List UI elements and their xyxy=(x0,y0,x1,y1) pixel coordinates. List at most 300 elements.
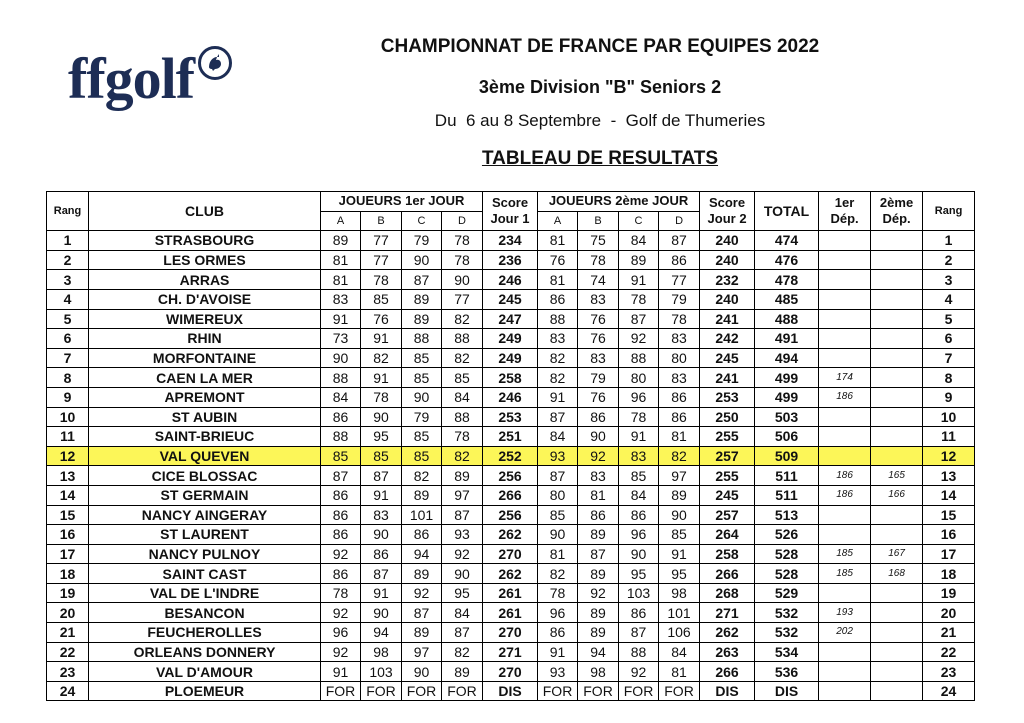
day1-score-b: 87 xyxy=(361,466,402,486)
day2-score-c: 86 xyxy=(619,603,659,623)
day1-score-c: 89 xyxy=(402,289,442,309)
day2-score-a: 90 xyxy=(538,525,578,545)
day1-score-b: 76 xyxy=(361,309,402,329)
day2-score-c: 78 xyxy=(619,407,659,427)
club-cell: MORFONTAINE xyxy=(89,348,321,368)
rank-right-cell: 17 xyxy=(923,544,975,564)
table-row xyxy=(47,348,975,368)
header-dep1: 1er Dép. xyxy=(819,192,871,231)
club-cell: LES ORMES xyxy=(89,250,321,270)
rank-cell: 21 xyxy=(47,623,89,643)
day1-score-d: 84 xyxy=(442,387,483,407)
table-row xyxy=(47,231,975,251)
club-cell: ARRAS xyxy=(89,270,321,290)
club-cell: CICE BLOSSAC xyxy=(89,466,321,486)
day1-score-c: 101 xyxy=(402,505,442,525)
total-cell: 528 xyxy=(755,564,819,584)
day1-score-b: 86 xyxy=(361,544,402,564)
day2-score-c: 84 xyxy=(619,485,659,505)
day1-score-d: 82 xyxy=(442,642,483,662)
day2-score-d: 80 xyxy=(659,348,700,368)
day1-score-d: 89 xyxy=(442,662,483,682)
day1-score-b: 94 xyxy=(361,623,402,643)
day1-score-d: 87 xyxy=(442,623,483,643)
table-row xyxy=(47,427,975,447)
day1-score-a: 85 xyxy=(321,446,361,466)
rank-cell: 10 xyxy=(47,407,89,427)
score-jour2-cell: 255 xyxy=(700,427,755,447)
day1-score-d: 78 xyxy=(442,231,483,251)
day2-score-d: 82 xyxy=(659,446,700,466)
header-day2-players: JOUEURS 2ème JOUR xyxy=(538,192,700,212)
header-rang-right: Rang xyxy=(923,192,975,231)
dep1-cell: 185 xyxy=(819,544,871,564)
rank-right-cell: 3 xyxy=(923,270,975,290)
rank-right-cell: 11 xyxy=(923,427,975,447)
day1-score-c: 90 xyxy=(402,387,442,407)
rank-right-cell: 2 xyxy=(923,250,975,270)
day2-score-d: 90 xyxy=(659,505,700,525)
day2-score-d: 86 xyxy=(659,407,700,427)
day2-score-d: 89 xyxy=(659,485,700,505)
club-cell: APREMONT xyxy=(89,387,321,407)
score-jour2-cell: 263 xyxy=(700,642,755,662)
day1-score-a: 92 xyxy=(321,642,361,662)
rank-right-cell: 24 xyxy=(923,681,975,701)
event-dates: Du 6 au 8 Septembre - Golf de Thumeries xyxy=(434,111,766,130)
rank-right-cell: 8 xyxy=(923,368,975,388)
table-row xyxy=(47,289,975,309)
day1-score-a: 88 xyxy=(321,368,361,388)
score-jour1-cell: 249 xyxy=(483,348,538,368)
rank-cell: 16 xyxy=(47,525,89,545)
day2-score-b: 90 xyxy=(578,427,619,447)
page-title: CHAMPIONNAT DE FRANCE PAR EQUIPES 2022 xyxy=(380,36,820,57)
dep1-cell xyxy=(819,231,871,251)
rank-cell: 19 xyxy=(47,583,89,603)
day2-score-d: 97 xyxy=(659,466,700,486)
total-cell: 534 xyxy=(755,642,819,662)
club-cell: FEUCHEROLLES xyxy=(89,623,321,643)
day2-score-a: 81 xyxy=(538,270,578,290)
day1-score-d: 93 xyxy=(442,525,483,545)
day2-score-b: 89 xyxy=(578,525,619,545)
day2-score-d: FOR xyxy=(659,681,700,701)
day1-score-b: 90 xyxy=(361,525,402,545)
day2-score-d: 83 xyxy=(659,368,700,388)
day2-score-c: 83 xyxy=(619,446,659,466)
total-cell: 478 xyxy=(755,270,819,290)
header-day2-player-c: C xyxy=(619,211,659,231)
rank-right-cell: 12 xyxy=(923,446,975,466)
score-jour1-cell: 253 xyxy=(483,407,538,427)
score-jour2-cell: 241 xyxy=(700,309,755,329)
total-cell: 491 xyxy=(755,329,819,349)
day1-score-b: 82 xyxy=(361,348,402,368)
score-jour1-cell: DIS xyxy=(483,681,538,701)
rank-right-cell: 16 xyxy=(923,525,975,545)
day1-score-c: 85 xyxy=(402,446,442,466)
dep1-cell: 193 xyxy=(819,603,871,623)
club-cell: CAEN LA MER xyxy=(89,368,321,388)
table-row xyxy=(47,466,975,486)
rank-right-cell: 5 xyxy=(923,309,975,329)
header-day1-player-a: A xyxy=(321,211,361,231)
day1-score-d: 95 xyxy=(442,583,483,603)
day1-score-d: 84 xyxy=(442,603,483,623)
rank-cell: 17 xyxy=(47,544,89,564)
score-jour2-cell: 240 xyxy=(700,250,755,270)
rank-right-cell: 14 xyxy=(923,485,975,505)
rooster-icon xyxy=(198,46,232,80)
day1-score-d: 92 xyxy=(442,544,483,564)
total-cell: 476 xyxy=(755,250,819,270)
dep2-cell xyxy=(871,603,923,623)
dep1-cell: 186 xyxy=(819,485,871,505)
day1-score-c: 90 xyxy=(402,250,442,270)
dep1-cell xyxy=(819,250,871,270)
club-cell: SAINT-BRIEUC xyxy=(89,427,321,447)
day2-score-d: 84 xyxy=(659,642,700,662)
table-row xyxy=(47,564,975,584)
day2-score-a: 87 xyxy=(538,466,578,486)
day2-score-c: 88 xyxy=(619,348,659,368)
dep1-cell xyxy=(819,446,871,466)
day1-score-a: 92 xyxy=(321,603,361,623)
day1-score-b: 91 xyxy=(361,368,402,388)
day1-score-d: 77 xyxy=(442,289,483,309)
dep1-cell xyxy=(819,289,871,309)
total-cell: 511 xyxy=(755,485,819,505)
day2-score-d: 77 xyxy=(659,270,700,290)
day2-score-a: 91 xyxy=(538,387,578,407)
club-cell: VAL QUEVEN xyxy=(89,446,321,466)
day2-score-c: 88 xyxy=(619,642,659,662)
dep2-cell xyxy=(871,250,923,270)
day2-score-d: 95 xyxy=(659,564,700,584)
dep1-cell xyxy=(819,681,871,701)
total-cell: DIS xyxy=(755,681,819,701)
total-cell: 503 xyxy=(755,407,819,427)
header-rang: Rang xyxy=(47,192,89,231)
table-row xyxy=(47,485,975,505)
score-jour1-cell: 246 xyxy=(483,387,538,407)
day2-score-b: 92 xyxy=(578,583,619,603)
day1-score-c: 85 xyxy=(402,427,442,447)
day1-score-c: 85 xyxy=(402,348,442,368)
day2-score-a: 76 xyxy=(538,250,578,270)
day2-score-c: 92 xyxy=(619,662,659,682)
rank-cell: 11 xyxy=(47,427,89,447)
rank-cell: 12 xyxy=(47,446,89,466)
day2-score-a: 80 xyxy=(538,485,578,505)
dep1-cell xyxy=(819,309,871,329)
day1-score-a: 92 xyxy=(321,544,361,564)
rank-cell: 13 xyxy=(47,466,89,486)
day2-score-a: 82 xyxy=(538,564,578,584)
score-jour1-cell: 270 xyxy=(483,662,538,682)
dep1-cell: 186 xyxy=(819,466,871,486)
day1-score-c: 88 xyxy=(402,329,442,349)
dep1-cell xyxy=(819,427,871,447)
score-jour1-cell: 258 xyxy=(483,368,538,388)
day2-score-b: 89 xyxy=(578,564,619,584)
dep1-cell xyxy=(819,329,871,349)
day2-score-a: 88 xyxy=(538,309,578,329)
day2-score-c: 78 xyxy=(619,289,659,309)
rank-cell: 15 xyxy=(47,505,89,525)
rank-cell: 20 xyxy=(47,603,89,623)
day1-score-a: 86 xyxy=(321,407,361,427)
club-cell: STRASBOURG xyxy=(89,231,321,251)
day2-score-c: 90 xyxy=(619,544,659,564)
rank-cell: 18 xyxy=(47,564,89,584)
dep2-cell xyxy=(871,427,923,447)
day1-score-c: 92 xyxy=(402,583,442,603)
dep2-cell xyxy=(871,309,923,329)
day2-score-d: 81 xyxy=(659,427,700,447)
rank-right-cell: 15 xyxy=(923,505,975,525)
day2-score-c: 87 xyxy=(619,623,659,643)
score-jour2-cell: 255 xyxy=(700,466,755,486)
total-cell: 494 xyxy=(755,348,819,368)
day2-score-b: 76 xyxy=(578,329,619,349)
rank-cell: 1 xyxy=(47,231,89,251)
day2-score-c: 86 xyxy=(619,505,659,525)
rank-cell: 5 xyxy=(47,309,89,329)
day1-score-a: 88 xyxy=(321,427,361,447)
dep2-cell: 167 xyxy=(871,544,923,564)
rank-right-cell: 6 xyxy=(923,329,975,349)
total-cell: 513 xyxy=(755,505,819,525)
day2-score-b: 92 xyxy=(578,446,619,466)
score-jour2-cell: DIS xyxy=(700,681,755,701)
total-cell: 474 xyxy=(755,231,819,251)
header-day2-player-a: A xyxy=(538,211,578,231)
dep1-cell xyxy=(819,407,871,427)
day2-score-d: 81 xyxy=(659,662,700,682)
day1-score-a: 86 xyxy=(321,505,361,525)
rank-right-cell: 4 xyxy=(923,289,975,309)
day1-score-d: 90 xyxy=(442,270,483,290)
rank-right-cell: 7 xyxy=(923,348,975,368)
day1-score-c: 82 xyxy=(402,466,442,486)
score-jour2-cell: 250 xyxy=(700,407,755,427)
day2-score-c: 87 xyxy=(619,309,659,329)
day1-score-d: 82 xyxy=(442,348,483,368)
day1-score-c: 79 xyxy=(402,407,442,427)
table-row xyxy=(47,662,975,682)
dep1-cell xyxy=(819,505,871,525)
club-cell: RHIN xyxy=(89,329,321,349)
total-cell: 511 xyxy=(755,466,819,486)
day1-score-a: 91 xyxy=(321,662,361,682)
total-cell: 532 xyxy=(755,623,819,643)
day1-score-d: 97 xyxy=(442,485,483,505)
day1-score-b: 91 xyxy=(361,583,402,603)
table-heading: TABLEAU DE RESULTATS xyxy=(481,148,719,169)
dep2-cell xyxy=(871,407,923,427)
table-row xyxy=(47,329,975,349)
day2-score-b: 89 xyxy=(578,603,619,623)
day2-score-b: 83 xyxy=(578,466,619,486)
table-row xyxy=(47,681,975,701)
day2-score-b: 79 xyxy=(578,368,619,388)
header-day1-player-b: B xyxy=(361,211,402,231)
day2-score-a: 78 xyxy=(538,583,578,603)
dep1-cell: 186 xyxy=(819,387,871,407)
day1-score-a: 96 xyxy=(321,623,361,643)
day2-score-a: 86 xyxy=(538,623,578,643)
day1-score-c: FOR xyxy=(402,681,442,701)
day1-score-a: 73 xyxy=(321,329,361,349)
day2-score-b: FOR xyxy=(578,681,619,701)
club-cell: ST GERMAIN xyxy=(89,485,321,505)
day1-score-b: FOR xyxy=(361,681,402,701)
day2-score-b: 86 xyxy=(578,407,619,427)
day1-score-b: 87 xyxy=(361,564,402,584)
day2-score-b: 83 xyxy=(578,289,619,309)
header-score-j2: Score Jour 2 xyxy=(700,192,755,231)
score-jour1-cell: 252 xyxy=(483,446,538,466)
score-jour2-cell: 257 xyxy=(700,446,755,466)
day2-score-c: 96 xyxy=(619,525,659,545)
table-row xyxy=(47,446,975,466)
day1-score-d: 88 xyxy=(442,329,483,349)
dep2-cell xyxy=(871,642,923,662)
day2-score-c: FOR xyxy=(619,681,659,701)
dep1-cell: 202 xyxy=(819,623,871,643)
score-jour1-cell: 256 xyxy=(483,505,538,525)
day2-score-c: 95 xyxy=(619,564,659,584)
rank-right-cell: 9 xyxy=(923,387,975,407)
dep2-cell xyxy=(871,368,923,388)
day2-score-b: 83 xyxy=(578,348,619,368)
dep2-cell xyxy=(871,387,923,407)
day2-score-c: 92 xyxy=(619,329,659,349)
day1-score-c: 89 xyxy=(402,623,442,643)
day1-score-b: 77 xyxy=(361,231,402,251)
table-row xyxy=(47,309,975,329)
day1-score-b: 98 xyxy=(361,642,402,662)
day1-score-d: 82 xyxy=(442,446,483,466)
header-total: TOTAL xyxy=(755,192,819,231)
score-jour1-cell: 270 xyxy=(483,623,538,643)
day2-score-c: 84 xyxy=(619,231,659,251)
header-day1-players: JOUEURS 1er JOUR xyxy=(321,192,483,212)
total-cell: 499 xyxy=(755,387,819,407)
club-cell: VAL DE L'INDRE xyxy=(89,583,321,603)
rank-right-cell: 23 xyxy=(923,662,975,682)
dep2-cell: 168 xyxy=(871,564,923,584)
table-row xyxy=(47,407,975,427)
day2-score-b: 94 xyxy=(578,642,619,662)
day2-score-d: 86 xyxy=(659,387,700,407)
day2-score-a: 85 xyxy=(538,505,578,525)
dep2-cell: 166 xyxy=(871,485,923,505)
day1-score-a: 86 xyxy=(321,564,361,584)
day2-score-a: FOR xyxy=(538,681,578,701)
club-cell: CH. D'AVOISE xyxy=(89,289,321,309)
total-cell: 532 xyxy=(755,603,819,623)
day2-score-a: 96 xyxy=(538,603,578,623)
day1-score-d: 78 xyxy=(442,250,483,270)
score-jour2-cell: 271 xyxy=(700,603,755,623)
score-jour1-cell: 247 xyxy=(483,309,538,329)
table-row xyxy=(47,387,975,407)
dep2-cell xyxy=(871,662,923,682)
results-table xyxy=(46,191,975,701)
header-day1-player-d: D xyxy=(442,211,483,231)
score-jour2-cell: 240 xyxy=(700,231,755,251)
day2-score-d: 101 xyxy=(659,603,700,623)
day2-score-d: 91 xyxy=(659,544,700,564)
score-jour2-cell: 264 xyxy=(700,525,755,545)
day1-score-c: 85 xyxy=(402,368,442,388)
rank-cell: 22 xyxy=(47,642,89,662)
day1-score-c: 79 xyxy=(402,231,442,251)
table-row xyxy=(47,583,975,603)
total-cell: 485 xyxy=(755,289,819,309)
rank-cell: 4 xyxy=(47,289,89,309)
day1-score-c: 90 xyxy=(402,662,442,682)
total-cell: 506 xyxy=(755,427,819,447)
day2-score-a: 86 xyxy=(538,289,578,309)
score-jour2-cell: 262 xyxy=(700,623,755,643)
dep2-cell xyxy=(871,525,923,545)
rank-right-cell: 18 xyxy=(923,564,975,584)
dep2-cell xyxy=(871,270,923,290)
day2-score-d: 85 xyxy=(659,525,700,545)
logo-text: ffgolf xyxy=(68,46,195,111)
day1-score-a: 78 xyxy=(321,583,361,603)
header-dep2: 2ème Dép. xyxy=(871,192,923,231)
day1-score-d: 78 xyxy=(442,427,483,447)
day2-score-c: 96 xyxy=(619,387,659,407)
rank-cell: 2 xyxy=(47,250,89,270)
score-jour1-cell: 246 xyxy=(483,270,538,290)
day2-score-b: 87 xyxy=(578,544,619,564)
day2-score-c: 80 xyxy=(619,368,659,388)
table-row xyxy=(47,603,975,623)
club-cell: PLOEMEUR xyxy=(89,681,321,701)
score-jour1-cell: 234 xyxy=(483,231,538,251)
rank-right-cell: 19 xyxy=(923,583,975,603)
club-cell: ST AUBIN xyxy=(89,407,321,427)
day2-score-c: 103 xyxy=(619,583,659,603)
total-cell: 528 xyxy=(755,544,819,564)
club-cell: SAINT CAST xyxy=(89,564,321,584)
score-jour1-cell: 261 xyxy=(483,583,538,603)
day1-score-b: 78 xyxy=(361,387,402,407)
day1-score-a: 81 xyxy=(321,270,361,290)
rank-cell: 8 xyxy=(47,368,89,388)
day1-score-d: FOR xyxy=(442,681,483,701)
rank-cell: 24 xyxy=(47,681,89,701)
score-jour1-cell: 262 xyxy=(483,564,538,584)
day1-score-b: 85 xyxy=(361,446,402,466)
day2-score-b: 74 xyxy=(578,270,619,290)
dep1-cell xyxy=(819,525,871,545)
club-cell: ORLEANS DONNERY xyxy=(89,642,321,662)
score-jour1-cell: 262 xyxy=(483,525,538,545)
day2-score-a: 81 xyxy=(538,231,578,251)
rank-cell: 7 xyxy=(47,348,89,368)
dep1-cell xyxy=(819,583,871,603)
score-jour2-cell: 253 xyxy=(700,387,755,407)
dep1-cell xyxy=(819,662,871,682)
day1-score-d: 85 xyxy=(442,368,483,388)
